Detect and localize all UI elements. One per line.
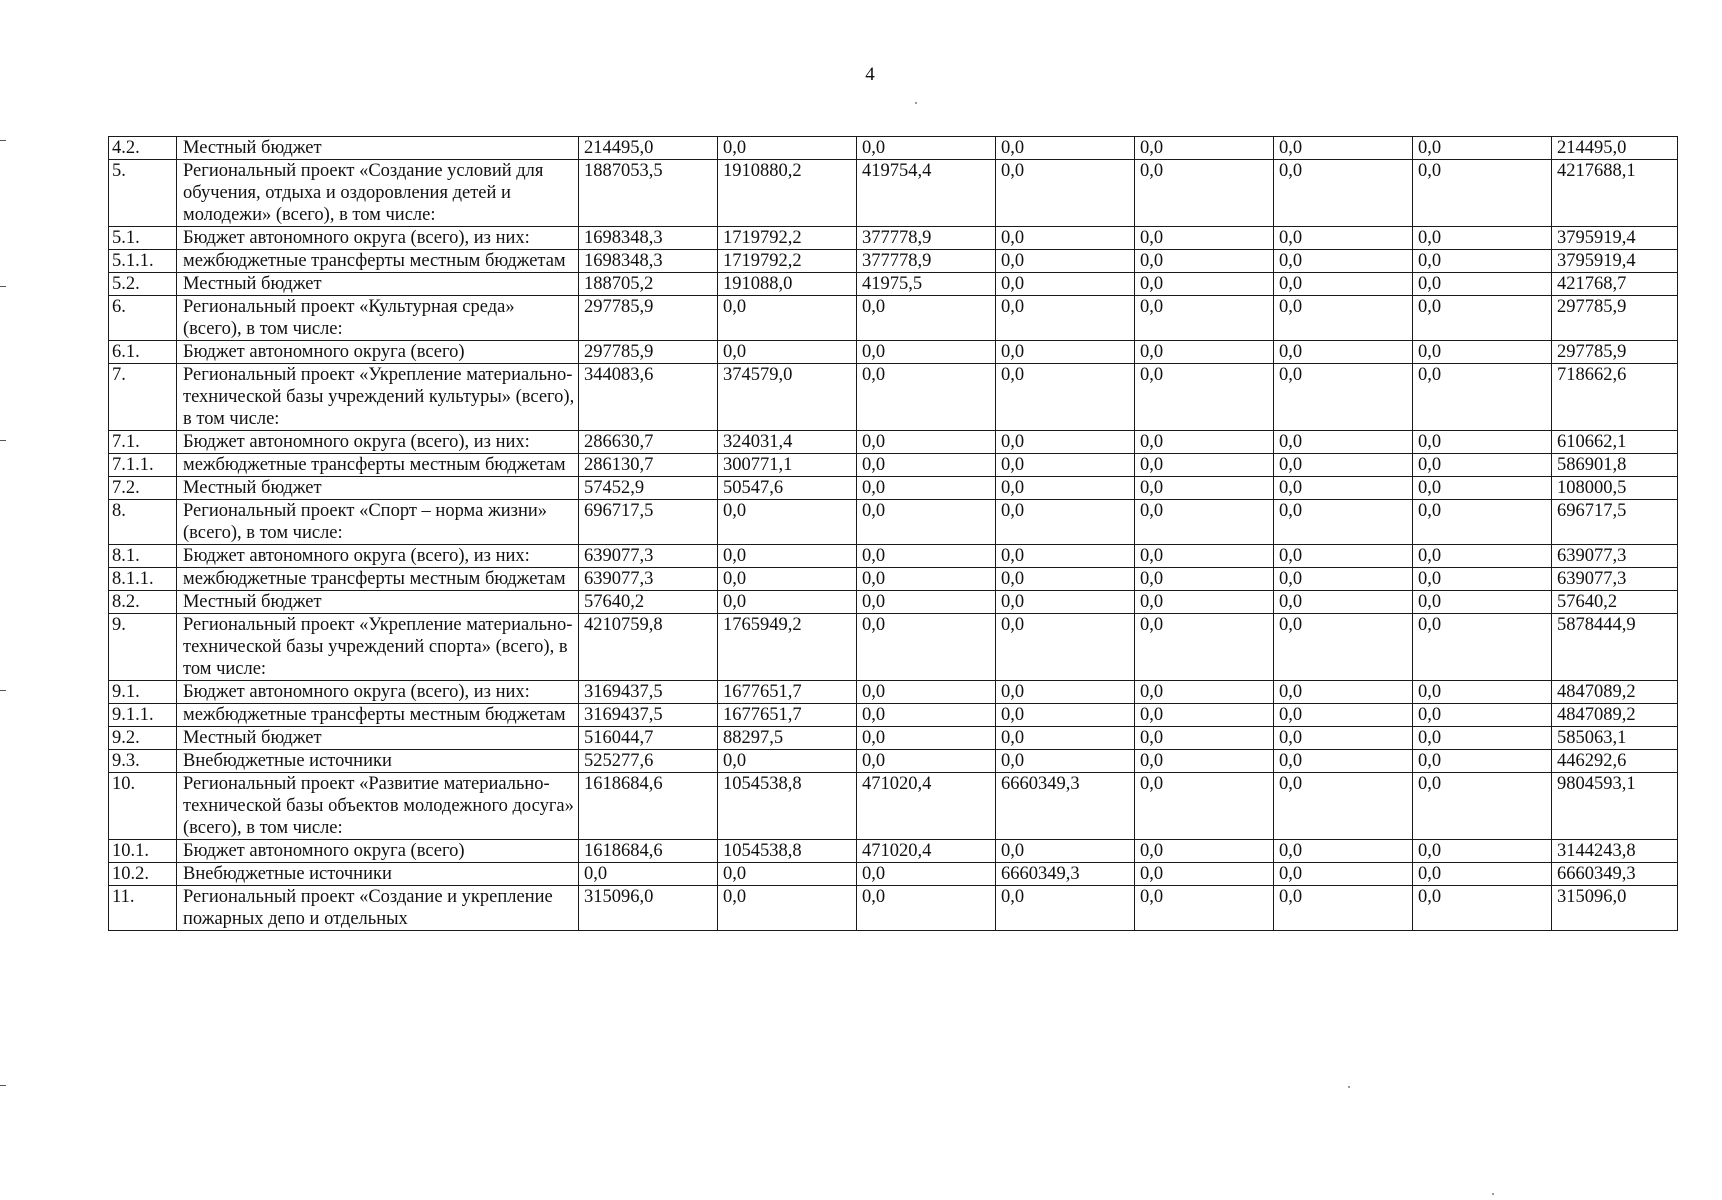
total-cell: 3144243,8 bbox=[1552, 840, 1678, 863]
row-number-cell: 9.3. bbox=[109, 750, 177, 773]
row-number-cell: 7.2. bbox=[109, 477, 177, 500]
total-cell: 57640,2 bbox=[1552, 591, 1678, 614]
value-cell-1: 297785,9 bbox=[579, 296, 718, 341]
value-cell-3: 0,0 bbox=[857, 477, 996, 500]
row-number-cell: 8. bbox=[109, 500, 177, 545]
row-name-cell: Местный бюджет bbox=[177, 137, 579, 160]
value-cell-3: 0,0 bbox=[857, 863, 996, 886]
value-cell-1: 286130,7 bbox=[579, 454, 718, 477]
row-number-cell: 9.1. bbox=[109, 681, 177, 704]
value-cell-3: 0,0 bbox=[857, 500, 996, 545]
value-cell-2: 1054538,8 bbox=[718, 840, 857, 863]
value-cell-6: 0,0 bbox=[1274, 296, 1413, 341]
table-row bbox=[109, 591, 1678, 614]
value-cell-5: 0,0 bbox=[1135, 727, 1274, 750]
row-number-cell: 5.2. bbox=[109, 273, 177, 296]
row-number-cell: 6. bbox=[109, 296, 177, 341]
value-cell-1: 516044,7 bbox=[579, 727, 718, 750]
value-cell-1: 214495,0 bbox=[579, 137, 718, 160]
value-cell-5: 0,0 bbox=[1135, 296, 1274, 341]
value-cell-2: 1054538,8 bbox=[718, 773, 857, 840]
value-cell-1: 315096,0 bbox=[579, 886, 718, 931]
value-cell-2: 374579,0 bbox=[718, 364, 857, 431]
scan-margin-mark bbox=[0, 440, 6, 441]
row-name-cell: Внебюджетные источники bbox=[177, 750, 579, 773]
value-cell-6: 0,0 bbox=[1274, 750, 1413, 773]
total-cell: 585063,1 bbox=[1552, 727, 1678, 750]
total-cell: 4847089,2 bbox=[1552, 681, 1678, 704]
value-cell-4: 0,0 bbox=[996, 568, 1135, 591]
total-cell: 6660349,3 bbox=[1552, 863, 1678, 886]
total-cell: 586901,8 bbox=[1552, 454, 1678, 477]
total-cell: 718662,6 bbox=[1552, 364, 1678, 431]
row-name-cell: межбюджетные трансферты местным бюджетам bbox=[177, 250, 579, 273]
scan-margin-mark bbox=[0, 1085, 6, 1086]
value-cell-1: 1698348,3 bbox=[579, 250, 718, 273]
value-cell-5: 0,0 bbox=[1135, 863, 1274, 886]
value-cell-7: 0,0 bbox=[1413, 545, 1552, 568]
value-cell-7: 0,0 bbox=[1413, 681, 1552, 704]
value-cell-3: 0,0 bbox=[857, 614, 996, 681]
budget-table bbox=[108, 136, 1678, 931]
table-row bbox=[109, 840, 1678, 863]
value-cell-4: 0,0 bbox=[996, 681, 1135, 704]
value-cell-3: 0,0 bbox=[857, 750, 996, 773]
value-cell-3: 41975,5 bbox=[857, 273, 996, 296]
row-number-cell: 9.2. bbox=[109, 727, 177, 750]
value-cell-2: 0,0 bbox=[718, 500, 857, 545]
table-row bbox=[109, 863, 1678, 886]
value-cell-5: 0,0 bbox=[1135, 886, 1274, 931]
row-name-cell: межбюджетные трансферты местным бюджетам bbox=[177, 704, 579, 727]
table-row bbox=[109, 545, 1678, 568]
value-cell-6: 0,0 bbox=[1274, 160, 1413, 227]
scan-speck bbox=[1348, 1086, 1350, 1088]
row-number-cell: 6.1. bbox=[109, 341, 177, 364]
value-cell-4: 0,0 bbox=[996, 750, 1135, 773]
value-cell-4: 0,0 bbox=[996, 160, 1135, 227]
value-cell-1: 1887053,5 bbox=[579, 160, 718, 227]
value-cell-1: 1618684,6 bbox=[579, 773, 718, 840]
table-row bbox=[109, 568, 1678, 591]
row-name-cell: Бюджет автономного округа (всего), из них: bbox=[177, 431, 579, 454]
row-name-cell: Внебюджетные источники bbox=[177, 863, 579, 886]
value-cell-7: 0,0 bbox=[1413, 227, 1552, 250]
value-cell-5: 0,0 bbox=[1135, 227, 1274, 250]
value-cell-2: 0,0 bbox=[718, 341, 857, 364]
table-row bbox=[109, 431, 1678, 454]
value-cell-5: 0,0 bbox=[1135, 614, 1274, 681]
value-cell-5: 0,0 bbox=[1135, 545, 1274, 568]
value-cell-2: 1677651,7 bbox=[718, 704, 857, 727]
value-cell-7: 0,0 bbox=[1413, 364, 1552, 431]
value-cell-3: 0,0 bbox=[857, 568, 996, 591]
table-row bbox=[109, 477, 1678, 500]
row-name-cell: Местный бюджет bbox=[177, 477, 579, 500]
value-cell-2: 1719792,2 bbox=[718, 227, 857, 250]
total-cell: 297785,9 bbox=[1552, 296, 1678, 341]
value-cell-1: 525277,6 bbox=[579, 750, 718, 773]
value-cell-1: 3169437,5 bbox=[579, 681, 718, 704]
value-cell-6: 0,0 bbox=[1274, 568, 1413, 591]
row-number-cell: 11. bbox=[109, 886, 177, 931]
row-number-cell: 9. bbox=[109, 614, 177, 681]
value-cell-6: 0,0 bbox=[1274, 454, 1413, 477]
value-cell-7: 0,0 bbox=[1413, 568, 1552, 591]
value-cell-6: 0,0 bbox=[1274, 227, 1413, 250]
value-cell-4: 0,0 bbox=[996, 137, 1135, 160]
table-row bbox=[109, 681, 1678, 704]
value-cell-3: 0,0 bbox=[857, 296, 996, 341]
value-cell-1: 1698348,3 bbox=[579, 227, 718, 250]
value-cell-1: 286630,7 bbox=[579, 431, 718, 454]
value-cell-4: 0,0 bbox=[996, 227, 1135, 250]
value-cell-3: 0,0 bbox=[857, 137, 996, 160]
value-cell-4: 0,0 bbox=[996, 431, 1135, 454]
total-cell: 610662,1 bbox=[1552, 431, 1678, 454]
value-cell-6: 0,0 bbox=[1274, 341, 1413, 364]
row-name-cell: Бюджет автономного округа (всего), из них: bbox=[177, 545, 579, 568]
value-cell-2: 0,0 bbox=[718, 886, 857, 931]
value-cell-5: 0,0 bbox=[1135, 341, 1274, 364]
value-cell-3: 377778,9 bbox=[857, 227, 996, 250]
table-row bbox=[109, 773, 1678, 840]
table-row bbox=[109, 500, 1678, 545]
value-cell-7: 0,0 bbox=[1413, 886, 1552, 931]
value-cell-3: 471020,4 bbox=[857, 773, 996, 840]
row-name-cell: Региональный проект «Создание условий для обучения, отдыха и оздоровления детей и молодежи» (всего), в том числе: bbox=[177, 160, 579, 227]
row-name-cell: Региональный проект «Спорт – норма жизни» (всего), в том числе: bbox=[177, 500, 579, 545]
row-name-cell: Бюджет автономного округа (всего) bbox=[177, 840, 579, 863]
value-cell-7: 0,0 bbox=[1413, 273, 1552, 296]
value-cell-6: 0,0 bbox=[1274, 273, 1413, 296]
value-cell-2: 1719792,2 bbox=[718, 250, 857, 273]
row-number-cell: 7. bbox=[109, 364, 177, 431]
value-cell-3: 0,0 bbox=[857, 341, 996, 364]
value-cell-4: 0,0 bbox=[996, 250, 1135, 273]
value-cell-5: 0,0 bbox=[1135, 500, 1274, 545]
value-cell-1: 0,0 bbox=[579, 863, 718, 886]
value-cell-2: 1677651,7 bbox=[718, 681, 857, 704]
budget-table-body bbox=[109, 137, 1678, 931]
row-number-cell: 9.1.1. bbox=[109, 704, 177, 727]
value-cell-5: 0,0 bbox=[1135, 750, 1274, 773]
total-cell: 315096,0 bbox=[1552, 886, 1678, 931]
row-name-cell: Бюджет автономного округа (всего) bbox=[177, 341, 579, 364]
value-cell-1: 696717,5 bbox=[579, 500, 718, 545]
value-cell-7: 0,0 bbox=[1413, 431, 1552, 454]
value-cell-6: 0,0 bbox=[1274, 137, 1413, 160]
value-cell-2: 0,0 bbox=[718, 137, 857, 160]
value-cell-3: 0,0 bbox=[857, 591, 996, 614]
total-cell: 4847089,2 bbox=[1552, 704, 1678, 727]
total-cell: 297785,9 bbox=[1552, 341, 1678, 364]
scan-margin-mark bbox=[0, 140, 6, 141]
row-name-cell: Местный бюджет bbox=[177, 727, 579, 750]
value-cell-4: 0,0 bbox=[996, 614, 1135, 681]
row-name-cell: Региональный проект «Развитие материально-технической базы объектов молодежного досуга» (всего), в том числе: bbox=[177, 773, 579, 840]
scan-speck bbox=[1492, 1193, 1494, 1195]
table-row bbox=[109, 454, 1678, 477]
value-cell-4: 0,0 bbox=[996, 364, 1135, 431]
row-number-cell: 7.1.1. bbox=[109, 454, 177, 477]
value-cell-5: 0,0 bbox=[1135, 160, 1274, 227]
value-cell-4: 0,0 bbox=[996, 477, 1135, 500]
value-cell-7: 0,0 bbox=[1413, 591, 1552, 614]
value-cell-5: 0,0 bbox=[1135, 250, 1274, 273]
value-cell-1: 57640,2 bbox=[579, 591, 718, 614]
value-cell-3: 0,0 bbox=[857, 454, 996, 477]
value-cell-3: 471020,4 bbox=[857, 840, 996, 863]
value-cell-3: 0,0 bbox=[857, 681, 996, 704]
total-cell: 3795919,4 bbox=[1552, 227, 1678, 250]
row-name-cell: Региональный проект «Культурная среда» (всего), в том числе: bbox=[177, 296, 579, 341]
value-cell-5: 0,0 bbox=[1135, 431, 1274, 454]
value-cell-7: 0,0 bbox=[1413, 160, 1552, 227]
value-cell-2: 191088,0 bbox=[718, 273, 857, 296]
value-cell-6: 0,0 bbox=[1274, 886, 1413, 931]
row-number-cell: 10.1. bbox=[109, 840, 177, 863]
scan-margin-mark bbox=[0, 286, 6, 287]
row-name-cell: Бюджет автономного округа (всего), из них: bbox=[177, 681, 579, 704]
row-name-cell: межбюджетные трансферты местным бюджетам bbox=[177, 454, 579, 477]
value-cell-7: 0,0 bbox=[1413, 773, 1552, 840]
value-cell-6: 0,0 bbox=[1274, 431, 1413, 454]
value-cell-4: 0,0 bbox=[996, 341, 1135, 364]
row-name-cell: Региональный проект «Создание и укрепление пожарных депо и отдельных bbox=[177, 886, 579, 931]
value-cell-2: 300771,1 bbox=[718, 454, 857, 477]
value-cell-2: 0,0 bbox=[718, 296, 857, 341]
value-cell-5: 0,0 bbox=[1135, 273, 1274, 296]
value-cell-3: 0,0 bbox=[857, 886, 996, 931]
row-number-cell: 8.1.1. bbox=[109, 568, 177, 591]
table-row bbox=[109, 273, 1678, 296]
row-name-cell: межбюджетные трансферты местным бюджетам bbox=[177, 568, 579, 591]
row-name-cell: Местный бюджет bbox=[177, 273, 579, 296]
row-number-cell: 8.2. bbox=[109, 591, 177, 614]
value-cell-2: 1765949,2 bbox=[718, 614, 857, 681]
value-cell-4: 0,0 bbox=[996, 840, 1135, 863]
value-cell-7: 0,0 bbox=[1413, 250, 1552, 273]
value-cell-4: 0,0 bbox=[996, 454, 1135, 477]
table-row bbox=[109, 886, 1678, 931]
value-cell-7: 0,0 bbox=[1413, 863, 1552, 886]
value-cell-5: 0,0 bbox=[1135, 681, 1274, 704]
value-cell-2: 0,0 bbox=[718, 545, 857, 568]
value-cell-4: 0,0 bbox=[996, 704, 1135, 727]
value-cell-4: 6660349,3 bbox=[996, 863, 1135, 886]
value-cell-6: 0,0 bbox=[1274, 250, 1413, 273]
value-cell-1: 639077,3 bbox=[579, 545, 718, 568]
value-cell-6: 0,0 bbox=[1274, 545, 1413, 568]
table-row bbox=[109, 341, 1678, 364]
total-cell: 446292,6 bbox=[1552, 750, 1678, 773]
row-name-cell: Местный бюджет bbox=[177, 591, 579, 614]
row-number-cell: 5.1.1. bbox=[109, 250, 177, 273]
value-cell-2: 1910880,2 bbox=[718, 160, 857, 227]
value-cell-5: 0,0 bbox=[1135, 477, 1274, 500]
total-cell: 9804593,1 bbox=[1552, 773, 1678, 840]
value-cell-4: 0,0 bbox=[996, 727, 1135, 750]
value-cell-3: 0,0 bbox=[857, 704, 996, 727]
value-cell-3: 0,0 bbox=[857, 364, 996, 431]
value-cell-6: 0,0 bbox=[1274, 477, 1413, 500]
row-name-cell: Бюджет автономного округа (всего), из них: bbox=[177, 227, 579, 250]
value-cell-1: 297785,9 bbox=[579, 341, 718, 364]
value-cell-3: 419754,4 bbox=[857, 160, 996, 227]
value-cell-2: 0,0 bbox=[718, 591, 857, 614]
table-row bbox=[109, 704, 1678, 727]
table-row bbox=[109, 137, 1678, 160]
value-cell-1: 188705,2 bbox=[579, 273, 718, 296]
value-cell-4: 0,0 bbox=[996, 591, 1135, 614]
value-cell-5: 0,0 bbox=[1135, 840, 1274, 863]
value-cell-7: 0,0 bbox=[1413, 477, 1552, 500]
table-row bbox=[109, 296, 1678, 341]
row-number-cell: 8.1. bbox=[109, 545, 177, 568]
value-cell-6: 0,0 bbox=[1274, 840, 1413, 863]
value-cell-7: 0,0 bbox=[1413, 704, 1552, 727]
table-row bbox=[109, 727, 1678, 750]
value-cell-1: 1618684,6 bbox=[579, 840, 718, 863]
value-cell-6: 0,0 bbox=[1274, 614, 1413, 681]
value-cell-6: 0,0 bbox=[1274, 773, 1413, 840]
value-cell-4: 0,0 bbox=[996, 500, 1135, 545]
value-cell-4: 0,0 bbox=[996, 545, 1135, 568]
value-cell-5: 0,0 bbox=[1135, 364, 1274, 431]
table-row bbox=[109, 227, 1678, 250]
value-cell-7: 0,0 bbox=[1413, 454, 1552, 477]
total-cell: 639077,3 bbox=[1552, 568, 1678, 591]
row-number-cell: 10. bbox=[109, 773, 177, 840]
value-cell-7: 0,0 bbox=[1413, 137, 1552, 160]
value-cell-2: 0,0 bbox=[718, 863, 857, 886]
total-cell: 4217688,1 bbox=[1552, 160, 1678, 227]
row-number-cell: 10.2. bbox=[109, 863, 177, 886]
value-cell-1: 57452,9 bbox=[579, 477, 718, 500]
value-cell-7: 0,0 bbox=[1413, 727, 1552, 750]
value-cell-6: 0,0 bbox=[1274, 364, 1413, 431]
value-cell-7: 0,0 bbox=[1413, 750, 1552, 773]
value-cell-2: 50547,6 bbox=[718, 477, 857, 500]
total-cell: 214495,0 bbox=[1552, 137, 1678, 160]
row-number-cell: 5. bbox=[109, 160, 177, 227]
table-row bbox=[109, 160, 1678, 227]
value-cell-6: 0,0 bbox=[1274, 500, 1413, 545]
value-cell-7: 0,0 bbox=[1413, 614, 1552, 681]
value-cell-4: 0,0 bbox=[996, 886, 1135, 931]
total-cell: 5878444,9 bbox=[1552, 614, 1678, 681]
value-cell-6: 0,0 bbox=[1274, 681, 1413, 704]
value-cell-5: 0,0 bbox=[1135, 773, 1274, 840]
value-cell-3: 377778,9 bbox=[857, 250, 996, 273]
total-cell: 421768,7 bbox=[1552, 273, 1678, 296]
table-row bbox=[109, 614, 1678, 681]
value-cell-7: 0,0 bbox=[1413, 500, 1552, 545]
value-cell-6: 0,0 bbox=[1274, 727, 1413, 750]
value-cell-4: 0,0 bbox=[996, 273, 1135, 296]
value-cell-3: 0,0 bbox=[857, 545, 996, 568]
value-cell-5: 0,0 bbox=[1135, 704, 1274, 727]
value-cell-3: 0,0 bbox=[857, 727, 996, 750]
scan-speck bbox=[915, 102, 917, 104]
value-cell-6: 0,0 bbox=[1274, 591, 1413, 614]
page-number: 4 bbox=[865, 64, 875, 85]
total-cell: 108000,5 bbox=[1552, 477, 1678, 500]
value-cell-6: 0,0 bbox=[1274, 863, 1413, 886]
row-name-cell: Региональный проект «Укрепление материально-технической базы учреждений спорта» (всего), в том числе: bbox=[177, 614, 579, 681]
value-cell-1: 3169437,5 bbox=[579, 704, 718, 727]
row-number-cell: 4.2. bbox=[109, 137, 177, 160]
row-name-cell: Региональный проект «Укрепление материально-технической базы учреждений культуры» (всего), в том числе: bbox=[177, 364, 579, 431]
value-cell-2: 88297,5 bbox=[718, 727, 857, 750]
total-cell: 696717,5 bbox=[1552, 500, 1678, 545]
value-cell-7: 0,0 bbox=[1413, 840, 1552, 863]
value-cell-1: 639077,3 bbox=[579, 568, 718, 591]
table-row bbox=[109, 750, 1678, 773]
value-cell-2: 324031,4 bbox=[718, 431, 857, 454]
value-cell-5: 0,0 bbox=[1135, 591, 1274, 614]
value-cell-1: 344083,6 bbox=[579, 364, 718, 431]
value-cell-5: 0,0 bbox=[1135, 454, 1274, 477]
value-cell-7: 0,0 bbox=[1413, 341, 1552, 364]
table-row bbox=[109, 250, 1678, 273]
value-cell-4: 6660349,3 bbox=[996, 773, 1135, 840]
row-number-cell: 7.1. bbox=[109, 431, 177, 454]
value-cell-6: 0,0 bbox=[1274, 704, 1413, 727]
value-cell-5: 0,0 bbox=[1135, 137, 1274, 160]
total-cell: 3795919,4 bbox=[1552, 250, 1678, 273]
row-number-cell: 5.1. bbox=[109, 227, 177, 250]
scan-margin-mark bbox=[0, 690, 6, 691]
table-row bbox=[109, 364, 1678, 431]
value-cell-7: 0,0 bbox=[1413, 296, 1552, 341]
value-cell-2: 0,0 bbox=[718, 750, 857, 773]
value-cell-2: 0,0 bbox=[718, 568, 857, 591]
value-cell-3: 0,0 bbox=[857, 431, 996, 454]
value-cell-4: 0,0 bbox=[996, 296, 1135, 341]
total-cell: 639077,3 bbox=[1552, 545, 1678, 568]
value-cell-1: 4210759,8 bbox=[579, 614, 718, 681]
value-cell-5: 0,0 bbox=[1135, 568, 1274, 591]
